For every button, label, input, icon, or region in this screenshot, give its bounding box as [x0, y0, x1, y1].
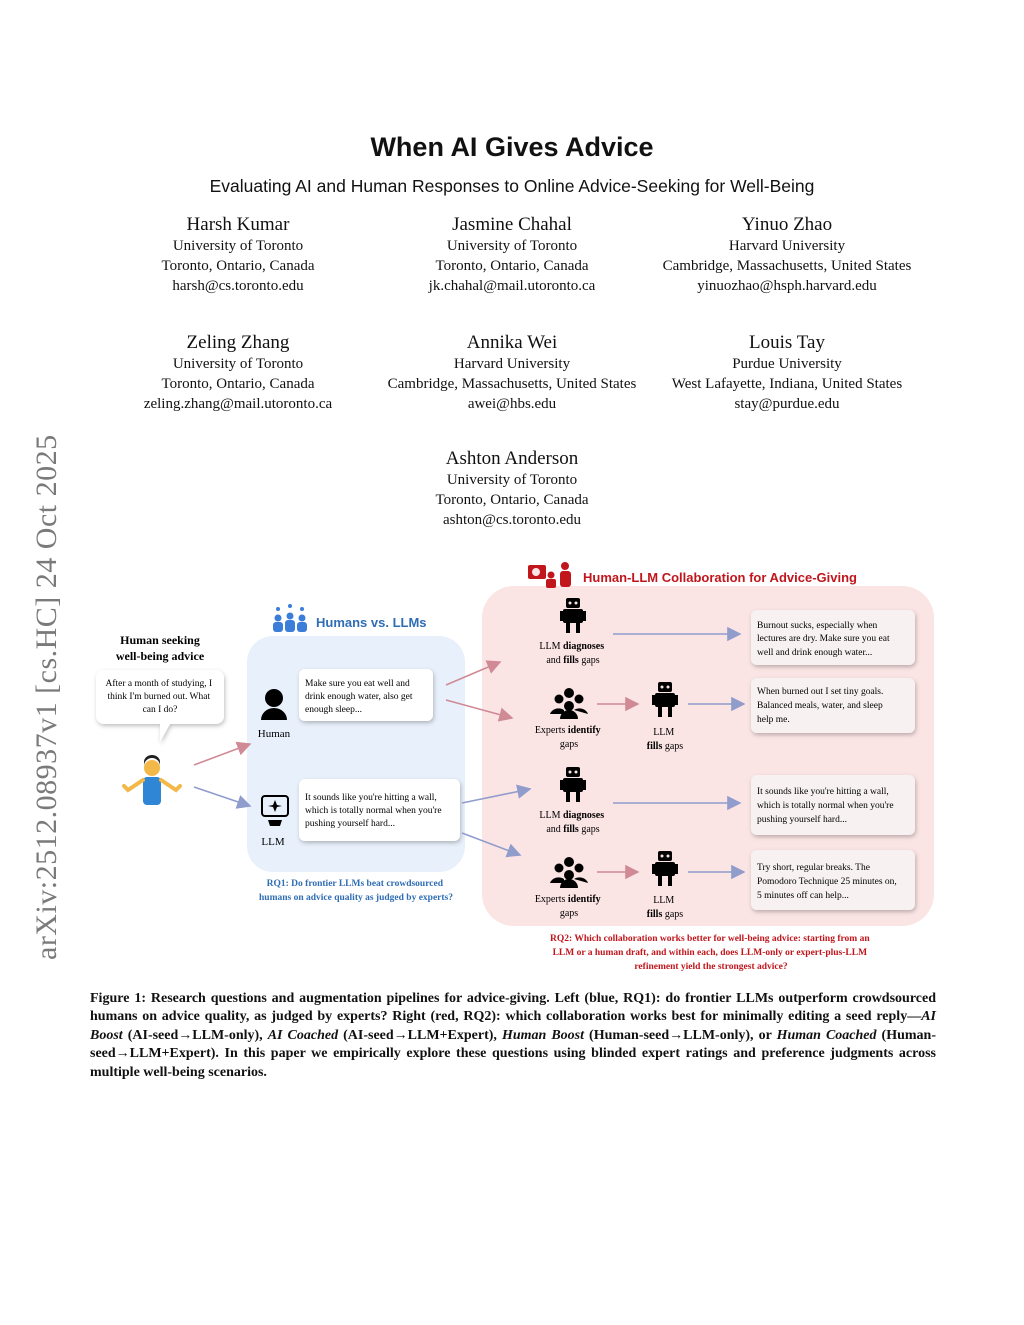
- llm-reply: It sounds like you're hitting a wall, which is totally normal when you're pushing yourself hard...: [305, 793, 442, 829]
- caption-text: (Human-seed→LLM-only), or: [584, 1027, 777, 1043]
- left-panel-title: Humans vs. LLMs: [316, 615, 427, 630]
- author-block: [88, 214, 388, 296]
- author-email: stay@purdue.edu: [734, 396, 840, 412]
- llm-diagnoses-label: LLM diagnoses and fills gaps: [539, 641, 605, 666]
- experts-identify-label: Experts identify gaps: [534, 725, 601, 750]
- author-affiliation: University of Toronto: [446, 238, 578, 254]
- author-name: Ashton Anderson: [445, 448, 579, 469]
- author-email: harsh@cs.toronto.edu: [172, 278, 304, 294]
- author-location: Cambridge, Massachusetts, United States: [662, 258, 912, 274]
- author-block: [662, 214, 912, 296]
- caption-text: (Human-seed→LLM+Expert). In this paper we empirically explore these questions using blinded expert ratings and preference judgments across multiple well-being scenarios.: [90, 1027, 936, 1080]
- right-panel-title: Human-LLM Collaboration for Advice-Giving: [583, 570, 857, 585]
- author-location: West Lafayette, Indiana, United States: [671, 376, 903, 392]
- seeker-query: After a month of studying, I think I'm burned out. What can I do?: [105, 679, 213, 715]
- figure-1: [0, 550, 1024, 980]
- author-location: Cambridge, Massachusetts, United States: [387, 376, 637, 392]
- author-email: yinuozhao@hsph.harvard.edu: [697, 278, 877, 294]
- caption-text: (AI-seed→LLM+Expert),: [338, 1027, 502, 1043]
- author-name: Annika Wei: [466, 332, 558, 353]
- author-name: Yinuo Zhao: [741, 214, 833, 235]
- figure-caption: [90, 990, 936, 1082]
- rq2: RQ2: Which collaboration works better for well-being advice: starting from an LLM or a human draft, and within each, does LLM-only or expert-plus-LLM refinement yield the strongest advice?: [549, 934, 870, 972]
- author-email: ashton@cs.toronto.edu: [443, 512, 581, 528]
- author-affiliation: University of Toronto: [172, 356, 304, 372]
- output-3: It sounds like you're hitting a wall, which is totally normal when you're pushing yourself hard...: [757, 787, 894, 825]
- author-email: awei@hbs.edu: [467, 396, 557, 412]
- author-email: jk.chahal@mail.utoronto.ca: [428, 278, 596, 294]
- output-2: When burned out I set tiny goals. Balanced meals, water, and sleep help me.: [757, 687, 884, 725]
- output-4: Try short, regular breaks. The Pomodoro Technique 25 minutes on, 5 minutes off can help...: [757, 863, 897, 901]
- author-affiliation: Purdue University: [732, 356, 842, 372]
- seeker-label-1: Human seeking: [120, 633, 200, 647]
- caption-term: AI Boost: [90, 1009, 936, 1043]
- output-1: Burnout sucks, especially when lectures are dry. Make sure you eat well and drink enough water...: [757, 621, 890, 658]
- author-name: Louis Tay: [749, 332, 825, 353]
- author-name: Zeling Zhang: [186, 332, 290, 353]
- seeker-label-2: well-being advice: [115, 649, 205, 663]
- seeker-person-icon: [124, 755, 180, 805]
- author-email: zeling.zhang@mail.utoronto.ca: [143, 396, 333, 412]
- caption-term: AI Coached: [267, 1027, 339, 1043]
- paper-subtitle: Evaluating AI and Human Responses to Online Advice-Seeking for Well-Being: [209, 176, 815, 196]
- author-affiliation: University of Toronto: [172, 238, 304, 254]
- rq1: RQ1: Do frontier LLMs beat crowdsourced humans on advice quality as judged by experts?: [259, 879, 453, 903]
- author-location: Toronto, Ontario, Canada: [161, 258, 315, 274]
- arxiv-stamp: arXiv:2512.08937v1 [cs.HC] 24 Oct 2025: [30, 434, 63, 960]
- author-affiliation: Harvard University: [453, 356, 571, 372]
- experts-identify-label: Experts identify gaps: [534, 894, 601, 919]
- author-block: [637, 332, 937, 414]
- author-location: Toronto, Ontario, Canada: [435, 258, 589, 274]
- llm-label: LLM: [261, 836, 285, 848]
- collaboration-icon: [528, 562, 571, 588]
- llm-diagnoses-label: LLM diagnoses and fills gaps: [539, 810, 605, 835]
- author-location: Toronto, Ontario, Canada: [435, 492, 589, 508]
- caption-term: Human Boost: [501, 1027, 584, 1043]
- author-location: Toronto, Ontario, Canada: [161, 376, 315, 392]
- llm-fills-label: LLM fills gaps: [646, 895, 684, 920]
- human-label: Human: [257, 728, 291, 740]
- llm-fills-label: LLM fills gaps: [646, 727, 684, 752]
- author-block: [362, 214, 662, 296]
- author-name: Harsh Kumar: [186, 214, 290, 235]
- author-affiliation: Harvard University: [728, 238, 846, 254]
- caption-text: (AI-seed→LLM-only),: [122, 1027, 268, 1043]
- human-reply: Make sure you eat well and drink enough water, also get enough sleep...: [305, 679, 413, 715]
- paper-title: When AI Gives Advice: [370, 132, 654, 162]
- author-block: [386, 332, 638, 414]
- people-group-icon: [273, 604, 307, 632]
- author-block: [88, 332, 388, 414]
- author-block: [362, 448, 662, 530]
- author-affiliation: University of Toronto: [446, 472, 578, 488]
- author-name: Jasmine Chahal: [452, 214, 572, 235]
- caption-term: Human Coached: [776, 1027, 877, 1043]
- caption-text: Figure 1: Research questions and augmentation pipelines for advice-giving. Left (blue, RQ1): do frontier LLMs outperform crowdsourced humans on advice quality, as judged by experts? Right (red, RQ2): which collaboration works best for minimally editing a seed reply—: [90, 991, 936, 1025]
